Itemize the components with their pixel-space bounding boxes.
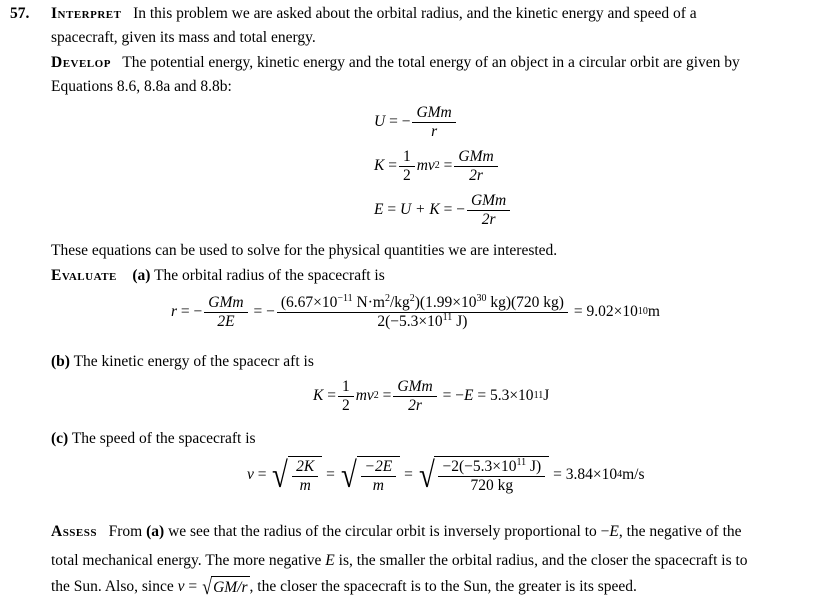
interpret-line-1 (51, 5, 697, 23)
assess-line-2: total mechanical energy. The more negative E is, the smaller the orbital radius, and the closer the spacecraft is to (51, 552, 748, 569)
develop-closing: These equations can be used to solve for the physical quantities we are interested. (51, 242, 558, 259)
part-c-line: (c) The speed of the spacecraft is (51, 430, 256, 447)
equation-speed: v = √ $\frac{2K}{m}$ = √ $\frac{-2E}{m}$ = √ $\frac{-2(-5.3\times 10^{11} J)}{720 kg}$ = 3.84×10 4 m/s (247, 455, 645, 496)
problem-number: 57. (10, 5, 30, 22)
assess-line-1: Assess From (a) we see that the radius of the circular orbit is inversely proportional to −E, the negative of the (51, 523, 742, 540)
evaluate-heading: Evaluate (51, 267, 117, 284)
interpret-text-2: spacecraft, given its mass and total energy. (51, 29, 316, 46)
interpret-heading: Interpret (51, 5, 122, 22)
interpret-text-1: In this problem we are asked about the orbital radius, and the kinetic energy and speed of a (133, 5, 697, 22)
develop-line-1 (51, 54, 740, 72)
assess-line-3: the Sun. Also, since v = √ GM/r , the closer the spacecraft is to the Sun, the greater is its speed. (51, 574, 637, 599)
develop-heading: Develop (51, 54, 111, 71)
equation-potential-energy: U = − $\frac{\text{GMm}}{r}$ (374, 104, 458, 141)
equation-total-energy: E = U + K = − $\frac{\text{GMm}}{2r}$ (374, 192, 512, 229)
assess-heading: Assess (51, 523, 98, 540)
part-b-line: (b) The kinetic energy of the spacecr aft is (51, 353, 314, 370)
equation-kinetic-energy-value: K = $\frac{1}{2}$ mv 2 = $\frac{\text{GMm}}{2r}$ = − E = 5.3×10 11 J (313, 378, 550, 414)
equation-kinetic-energy: K = $\frac{1}{2}$ mv 2 = $\frac{\text{GMm}}{2r}$ (374, 148, 500, 185)
develop-text-1: The potential energy, kinetic energy and the total energy of an object in a circular orbit are given by (122, 54, 740, 71)
equation-orbital-radius: r = − $\frac{\text{GMm}}{2E}$ = − $\frac{(6.67\times 10^{-11} N\cdot m^2/kg^2)(1.99\times 10^{30} kg)(720 kg)}{2(-5.3\times 10^{11} J)}$ = 9.02×10 10 m (171, 293, 660, 330)
develop-text-2: Equations 8.6, 8.8a and 8.8b: (51, 78, 232, 95)
evaluate-line: Evaluate (a) The orbital radius of the spacecraft is (51, 267, 385, 284)
